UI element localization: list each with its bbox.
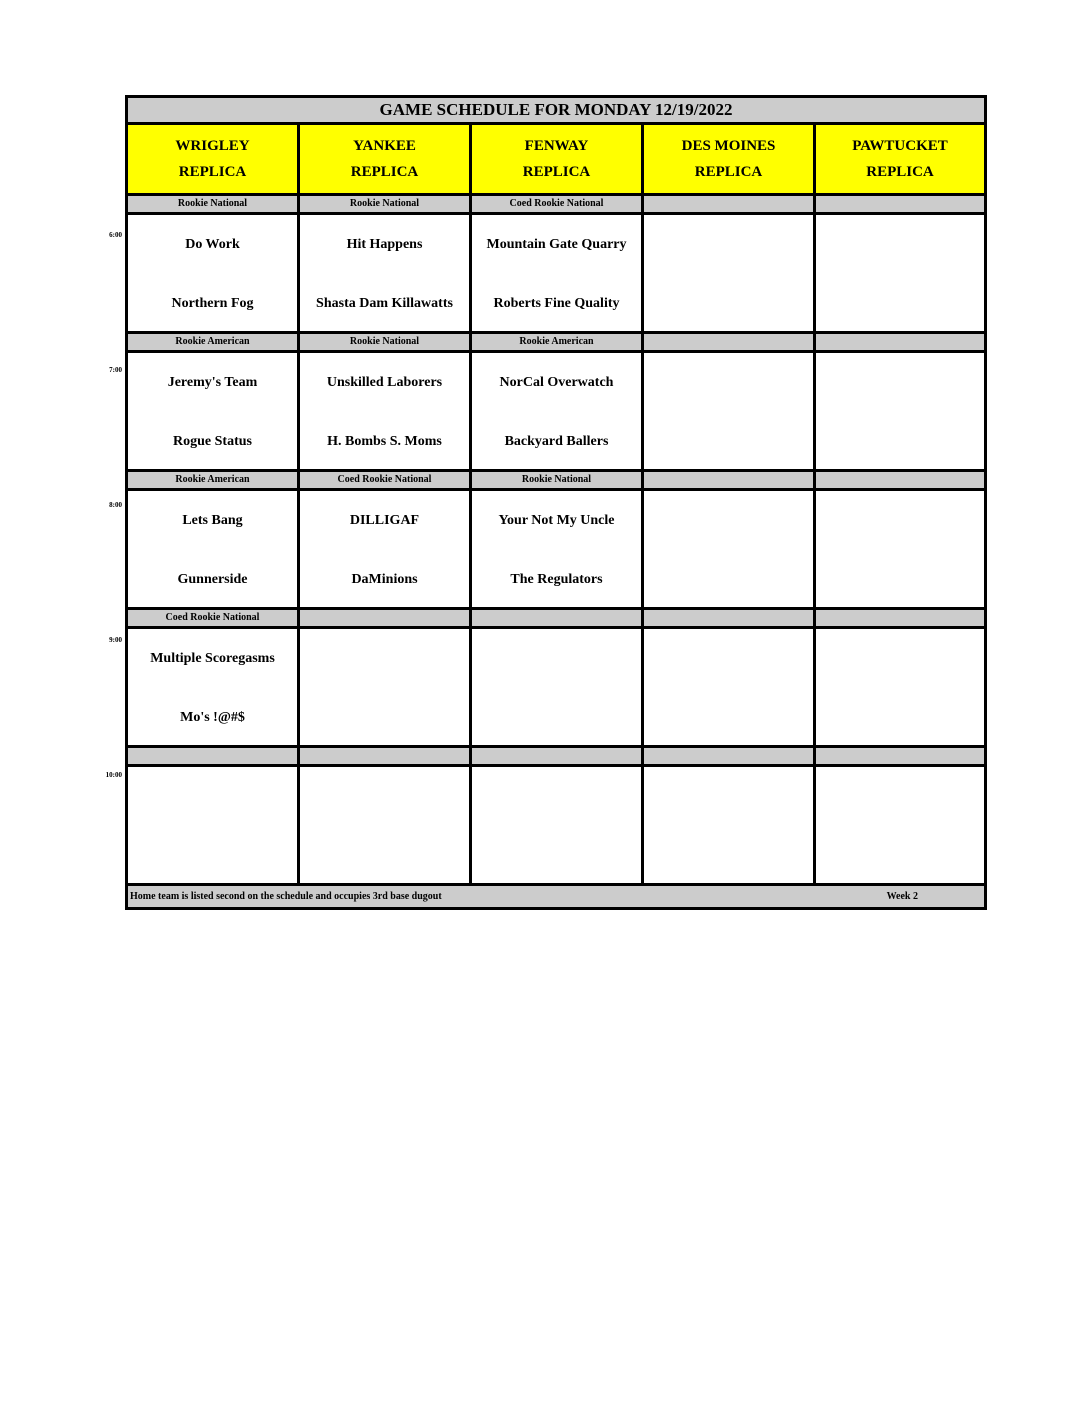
game-cell <box>644 767 816 883</box>
division-label: Rookie National <box>300 334 472 350</box>
division-label: Rookie American <box>128 472 300 488</box>
away-team <box>472 787 641 807</box>
division-row <box>128 334 984 353</box>
page-title: GAME SCHEDULE FOR MONDAY 12/19/2022 <box>128 98 984 125</box>
time-label: 6:00 <box>109 231 122 239</box>
time-label: 9:00 <box>109 636 122 644</box>
field-header-des-moines <box>644 125 816 193</box>
game-cell <box>300 629 472 745</box>
game-row <box>128 491 984 610</box>
home-team: Mo's !@#$ <box>180 710 245 725</box>
home-team <box>300 708 469 728</box>
division-label <box>128 748 300 764</box>
game-cell <box>816 215 984 331</box>
time-label: 8:00 <box>109 501 122 509</box>
field-header-row <box>128 125 984 196</box>
home-team <box>644 708 813 728</box>
game-cell <box>644 629 816 745</box>
field-subtitle: REPLICA <box>522 164 591 180</box>
division-label: Rookie National <box>300 196 472 212</box>
field-subtitle: REPLICA <box>350 164 419 180</box>
home-team: H. Bombs S. Moms <box>327 434 442 449</box>
home-team <box>472 708 641 728</box>
field-header-wrigley <box>128 125 300 193</box>
home-team: DaMinions <box>351 572 418 587</box>
away-team: Hit Happens <box>346 237 423 252</box>
game-row <box>128 629 984 748</box>
division-row <box>128 748 984 767</box>
game-cell <box>128 767 300 883</box>
field-subtitle: REPLICA <box>694 164 763 180</box>
game-cell <box>816 353 984 469</box>
game-cell <box>472 629 644 745</box>
field-subtitle: REPLICA <box>866 164 934 180</box>
home-team: Gunnerside <box>177 572 248 587</box>
footer <box>128 886 984 907</box>
division-label: Rookie National <box>128 196 300 212</box>
game-cell <box>816 491 984 607</box>
away-team <box>644 787 813 807</box>
away-team <box>128 787 297 807</box>
home-team: Backyard Ballers <box>504 434 609 449</box>
time-label: 7:00 <box>109 366 122 374</box>
home-team <box>300 846 469 866</box>
away-team: DILLIGAF <box>349 513 420 528</box>
division-label <box>300 748 472 764</box>
division-label <box>644 748 816 764</box>
home-team: Shasta Dam Killawatts <box>316 296 453 311</box>
game-cell <box>300 767 472 883</box>
division-label <box>472 748 644 764</box>
division-label <box>300 610 472 626</box>
game-cell <box>128 629 300 745</box>
away-team <box>300 787 469 807</box>
division-label <box>816 748 984 764</box>
division-label: Coed Rookie National <box>128 610 300 626</box>
away-team <box>644 373 813 393</box>
home-team <box>816 708 984 728</box>
away-team <box>816 235 984 255</box>
home-team <box>128 846 297 866</box>
division-label <box>644 472 816 488</box>
away-team: Lets Bang <box>182 513 243 528</box>
home-team <box>816 570 984 590</box>
division-label <box>644 334 816 350</box>
away-team: Do Work <box>185 237 240 252</box>
away-team: Your Not My Uncle <box>498 513 615 528</box>
division-label <box>816 334 984 350</box>
footer-note: Home team is listed second on the schedule and occupies 3rd base dugout <box>130 891 442 902</box>
field-name: YANKEE <box>353 138 416 154</box>
field-name: PAWTUCKET <box>852 138 948 154</box>
field-name: DES MOINES <box>681 138 776 154</box>
game-cell <box>128 491 300 607</box>
home-team: Roberts Fine Quality <box>493 296 620 311</box>
field-header-yankee <box>300 125 472 193</box>
game-cell <box>472 215 644 331</box>
division-label <box>472 610 644 626</box>
game-cell <box>472 491 644 607</box>
game-row <box>128 767 984 886</box>
away-team <box>816 787 984 807</box>
game-cell <box>128 215 300 331</box>
away-team: NorCal Overwatch <box>499 375 614 390</box>
game-cell <box>128 353 300 469</box>
field-name: FENWAY <box>524 138 589 154</box>
division-label: Rookie American <box>128 334 300 350</box>
division-label <box>816 610 984 626</box>
home-team <box>644 432 813 452</box>
division-label <box>644 610 816 626</box>
home-team <box>472 846 641 866</box>
away-team: Mountain Gate Quarry <box>486 237 627 252</box>
home-team <box>816 294 984 314</box>
home-team: The Regulators <box>510 572 603 587</box>
division-label <box>816 472 984 488</box>
home-team: Northern Fog <box>171 296 254 311</box>
home-team <box>644 570 813 590</box>
away-team: Jeremy's Team <box>167 375 258 390</box>
away-team <box>472 649 641 669</box>
away-team <box>644 649 813 669</box>
home-team <box>816 846 984 866</box>
away-team <box>816 373 984 393</box>
home-team <box>644 846 813 866</box>
game-cell <box>300 491 472 607</box>
week-label: Week 2 <box>886 891 918 902</box>
away-team: Multiple Scoregasms <box>150 651 275 666</box>
game-cell <box>644 215 816 331</box>
game-cell <box>816 767 984 883</box>
field-header-pawtucket <box>816 125 984 193</box>
away-team <box>816 649 984 669</box>
away-team <box>300 649 469 669</box>
field-header-fenway <box>472 125 644 193</box>
time-slots <box>128 196 984 886</box>
game-cell <box>300 215 472 331</box>
division-label <box>816 196 984 212</box>
division-label <box>644 196 816 212</box>
away-team <box>816 511 984 531</box>
division-row <box>128 472 984 491</box>
division-row <box>128 196 984 215</box>
home-team: Rogue Status <box>173 434 252 449</box>
time-label: 10:00 <box>105 771 122 779</box>
game-cell <box>816 629 984 745</box>
division-label: Coed Rookie National <box>300 472 472 488</box>
game-row <box>128 353 984 472</box>
division-label: Coed Rookie National <box>472 196 644 212</box>
division-label: Rookie National <box>472 472 644 488</box>
away-team <box>644 511 813 531</box>
game-cell <box>644 353 816 469</box>
away-team: Unskilled Laborers <box>326 375 443 390</box>
division-row <box>128 610 984 629</box>
game-cell <box>644 491 816 607</box>
game-cell <box>472 767 644 883</box>
schedule-sheet <box>125 95 987 910</box>
game-cell <box>472 353 644 469</box>
game-row <box>128 215 984 334</box>
field-subtitle: REPLICA <box>178 164 247 180</box>
home-team <box>644 294 813 314</box>
field-name: WRIGLEY <box>175 138 250 154</box>
away-team <box>644 235 813 255</box>
division-label: Rookie American <box>472 334 644 350</box>
game-cell <box>300 353 472 469</box>
home-team <box>816 432 984 452</box>
